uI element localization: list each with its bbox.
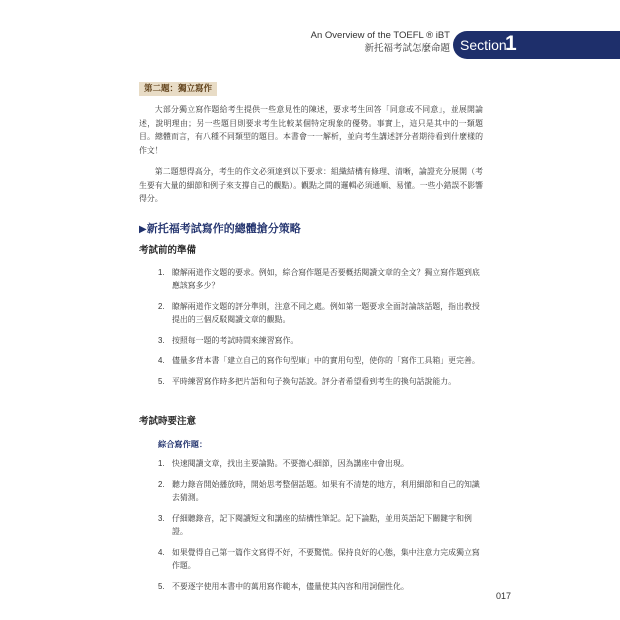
list-item-number: 4. [158, 356, 165, 365]
part-label: 第二題：獨立寫作 [139, 82, 217, 96]
list-item [158, 266, 483, 293]
during-exam-heading: 考試時要注意 [139, 416, 197, 427]
list-item-number: 5. [158, 376, 165, 386]
section-tab [453, 31, 620, 59]
list-item [158, 546, 483, 573]
header-title-zh: 新托福考試怎麼命題 [364, 43, 450, 54]
list-item-text: 如果覺得自己第一篇作文寫得不好，不要驚慌。保持良好的心態，集中注意力完成獨立寫作題。 [172, 547, 480, 570]
before-exam-list [158, 266, 483, 389]
list-item-text: 瞭解兩道作文題的要求。例如，綜合寫作題是否要概括閱讀文章的全文？獨立寫作題到底應該寫多少？ [172, 267, 480, 290]
list-item [158, 580, 483, 594]
integrated-writing-label: 綜合寫作題： [158, 439, 208, 449]
section-number: 1 [505, 32, 517, 55]
list-item [158, 478, 483, 505]
list-item [158, 375, 483, 389]
list-item-number: 5. [158, 581, 165, 591]
list-item [158, 300, 483, 327]
header-title-en: An Overview of the TOEFL ® iBT [310, 30, 450, 41]
list-item [158, 457, 483, 471]
intro-paragraph-1: 大部分獨立寫作題給考生提供一些意見性的陳述，要求考生回答「同意或不同意」，並展開論述，說明理由；另一些題目則要求考生比較某個特定現象的優勢。事實上，這只是其中的一類題目。總體而言，有八種不同類型的題目。本書會一一解析，並向考生講述評分者期待看到什麼樣的作文！ [139, 105, 483, 155]
list-item [158, 354, 483, 368]
header-titles [311, 30, 450, 55]
section-word: Section [460, 37, 507, 53]
list-item-text: 平時練習寫作時多把片語和句子換句話說。評分者希望看到考生的換句話說能力。 [172, 376, 457, 386]
strategy-heading-text: 新托福考試寫作的總體搶分策略 [146, 221, 301, 235]
page-number: 017 [496, 591, 512, 601]
list-item-text: 仔細聽錄音，記下閱讀短文和講座的結構性筆記。記下論點，並用英語記下關鍵字和例證。 [172, 513, 472, 536]
before-exam-heading: 考試前的準備 [139, 244, 197, 256]
list-item-text: 不要逐字使用本書中的萬用寫作範本，儘量使其內容和用詞個性化。 [172, 581, 409, 591]
list-item [158, 334, 483, 348]
list-item-text: 聽力錄音開始播放時，開始思考整個話題。如果有不清楚的地方，利用細節和自己的知識去猜測。 [172, 479, 480, 502]
triangle-bullet-icon: ▶ [139, 223, 147, 235]
list-item-number: 3. [158, 513, 165, 523]
list-item-number: 2. [158, 479, 165, 489]
list-item-number: 4. [158, 547, 165, 557]
list-item [158, 512, 483, 539]
list-item-number: 1. [158, 459, 165, 468]
list-item-number: 3. [158, 335, 165, 345]
list-item-text: 按照每一題的考試時間來練習寫作。 [172, 335, 299, 345]
list-item-text: 快速閱讀文章，找出主要論點。不要擔心細節，因為講座中會出現。 [172, 459, 409, 468]
list-item-number: 2. [158, 301, 165, 311]
page-header [0, 24, 620, 66]
list-item-number: 1. [158, 267, 165, 277]
page-content [139, 76, 483, 600]
list-item-text: 瞭解兩道作文題的評分準則，注意不同之處。例如第一題要求全面討論該話題，指出教授提出的三個反駁閱讀文章的觀點。 [172, 301, 480, 324]
strategy-heading [139, 222, 483, 237]
during-exam-list [158, 457, 483, 593]
intro-paragraph-2: 第二題想得高分，考生的作文必須達到以下要求：組織結構有條理、清晰，論證充分展開（考生要有大量的細節和例子來支撐自己的觀點）。觀點之間的邏輯必須通順、易懂。一些小錯誤不影響得分。 [139, 167, 483, 203]
list-item-text: 儘量多背本書「建立自己的寫作句型庫」中的實用句型，使你的「寫作工具箱」更完善。 [172, 356, 480, 365]
